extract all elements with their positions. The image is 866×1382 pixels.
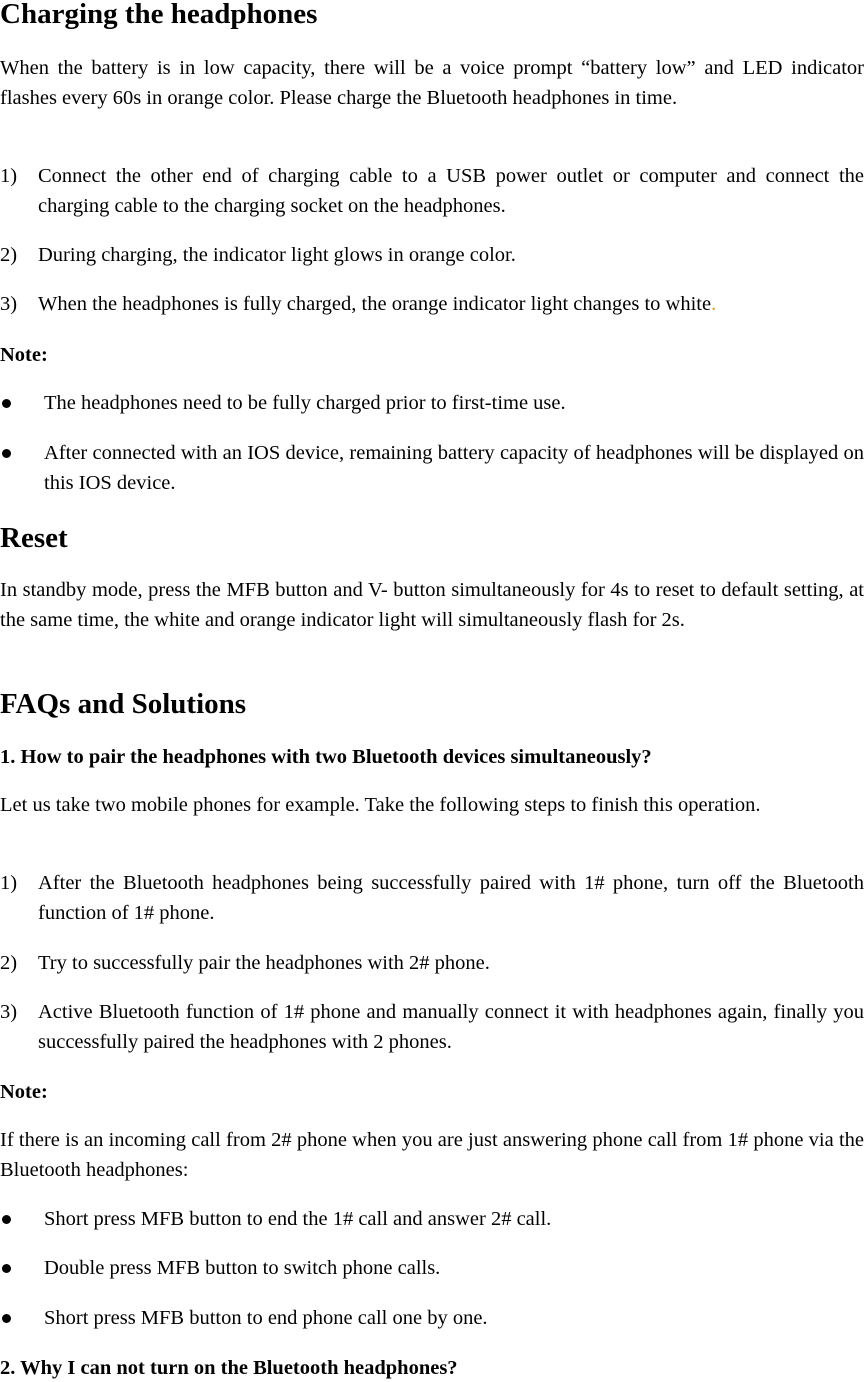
step-number: 3)	[0, 1001, 18, 1023]
faq-question-2: 2. Why I can not turn on the Bluetooth headphones?	[0, 1357, 458, 1379]
step-text: During charging, the indicator light glows in orange color.	[38, 244, 516, 266]
step-text-wrap	[38, 290, 864, 320]
charging-heading: Charging the headphones	[0, 0, 318, 30]
charging-note-bullet-2	[0, 439, 864, 498]
charging-intro: When the battery is in low capacity, there will be a voice prompt “battery low” and LED indicator flashes every 60s in orange color. Please charge the Bluetooth headphones in time.	[0, 57, 864, 109]
step-text: Try to successfully pair the headphones with 2# phone.	[38, 952, 490, 974]
charging-step-1	[0, 162, 864, 221]
bullet-icon	[2, 1314, 11, 1323]
step-text: When the headphones is fully charged, the orange indicator light changes to white	[38, 293, 712, 315]
faq-1-bullet-3	[0, 1304, 864, 1334]
step-number: 3)	[0, 293, 18, 315]
faqs-heading: FAQs and Solutions	[0, 688, 247, 720]
faq-1-note-label: Note:	[0, 1081, 48, 1103]
bullet-icon	[2, 1215, 11, 1224]
step-number: 2)	[0, 244, 18, 266]
step-text: Active Bluetooth function of 1# phone and manually connect it with headphones again, finally you successfully paired the headphones with 2 phones.	[38, 1001, 864, 1053]
bullet-text: Double press MFB button to switch phone calls.	[44, 1257, 441, 1279]
step-number: 1)	[0, 872, 18, 894]
charging-note-label: Note:	[0, 344, 48, 366]
reset-body: In standby mode, press the MFB button and V- button simultaneously for 4s to reset to default setting, at the same time, the white and orange indicator light will simultaneously flash for 2s.	[0, 579, 864, 631]
charging-step-2	[0, 241, 864, 271]
step-text: After the Bluetooth headphones being successfully paired with 1# phone, turn off the Bluetooth function of 1# phone.	[38, 872, 864, 924]
faq-1-bullet-1	[0, 1205, 864, 1235]
charging-step-3	[0, 290, 864, 320]
faq-1-intro: Let us take two mobile phones for example. Take the following steps to finish this operation.	[0, 794, 761, 816]
faq-question-1: 1. How to pair the headphones with two Bluetooth devices simultaneously?	[0, 746, 652, 768]
faq-1-bullet-2	[0, 1254, 864, 1284]
step-text: Connect the other end of charging cable to a USB power outlet or computer and connect the charging cable to the charging socket on the headphones.	[38, 165, 864, 217]
faq-1-step-1	[0, 869, 864, 928]
bullet-text: Short press MFB button to end phone call one by one.	[44, 1307, 488, 1329]
faq-1-note-body: If there is an incoming call from 2# phone when you are just answering phone call from 1# phone via the Bluetooth headphones:	[0, 1129, 864, 1181]
reset-heading: Reset	[0, 522, 68, 554]
step-number: 1)	[0, 165, 18, 187]
bullet-icon	[2, 399, 11, 408]
trailing-dot: .	[711, 293, 717, 315]
bullet-text: Short press MFB button to end the 1# call and answer 2# call.	[44, 1208, 552, 1230]
faq-1-step-2	[0, 949, 864, 979]
faq-1-step-3	[0, 998, 864, 1057]
bullet-text: The headphones need to be fully charged prior to first-time use.	[44, 392, 566, 414]
step-number: 2)	[0, 952, 18, 974]
bullet-icon	[2, 449, 11, 458]
bullet-icon	[2, 1264, 11, 1273]
charging-note-bullet-1	[0, 389, 864, 419]
bullet-text: After connected with an IOS device, remaining battery capacity of headphones will be displayed on this IOS device.	[44, 442, 864, 494]
